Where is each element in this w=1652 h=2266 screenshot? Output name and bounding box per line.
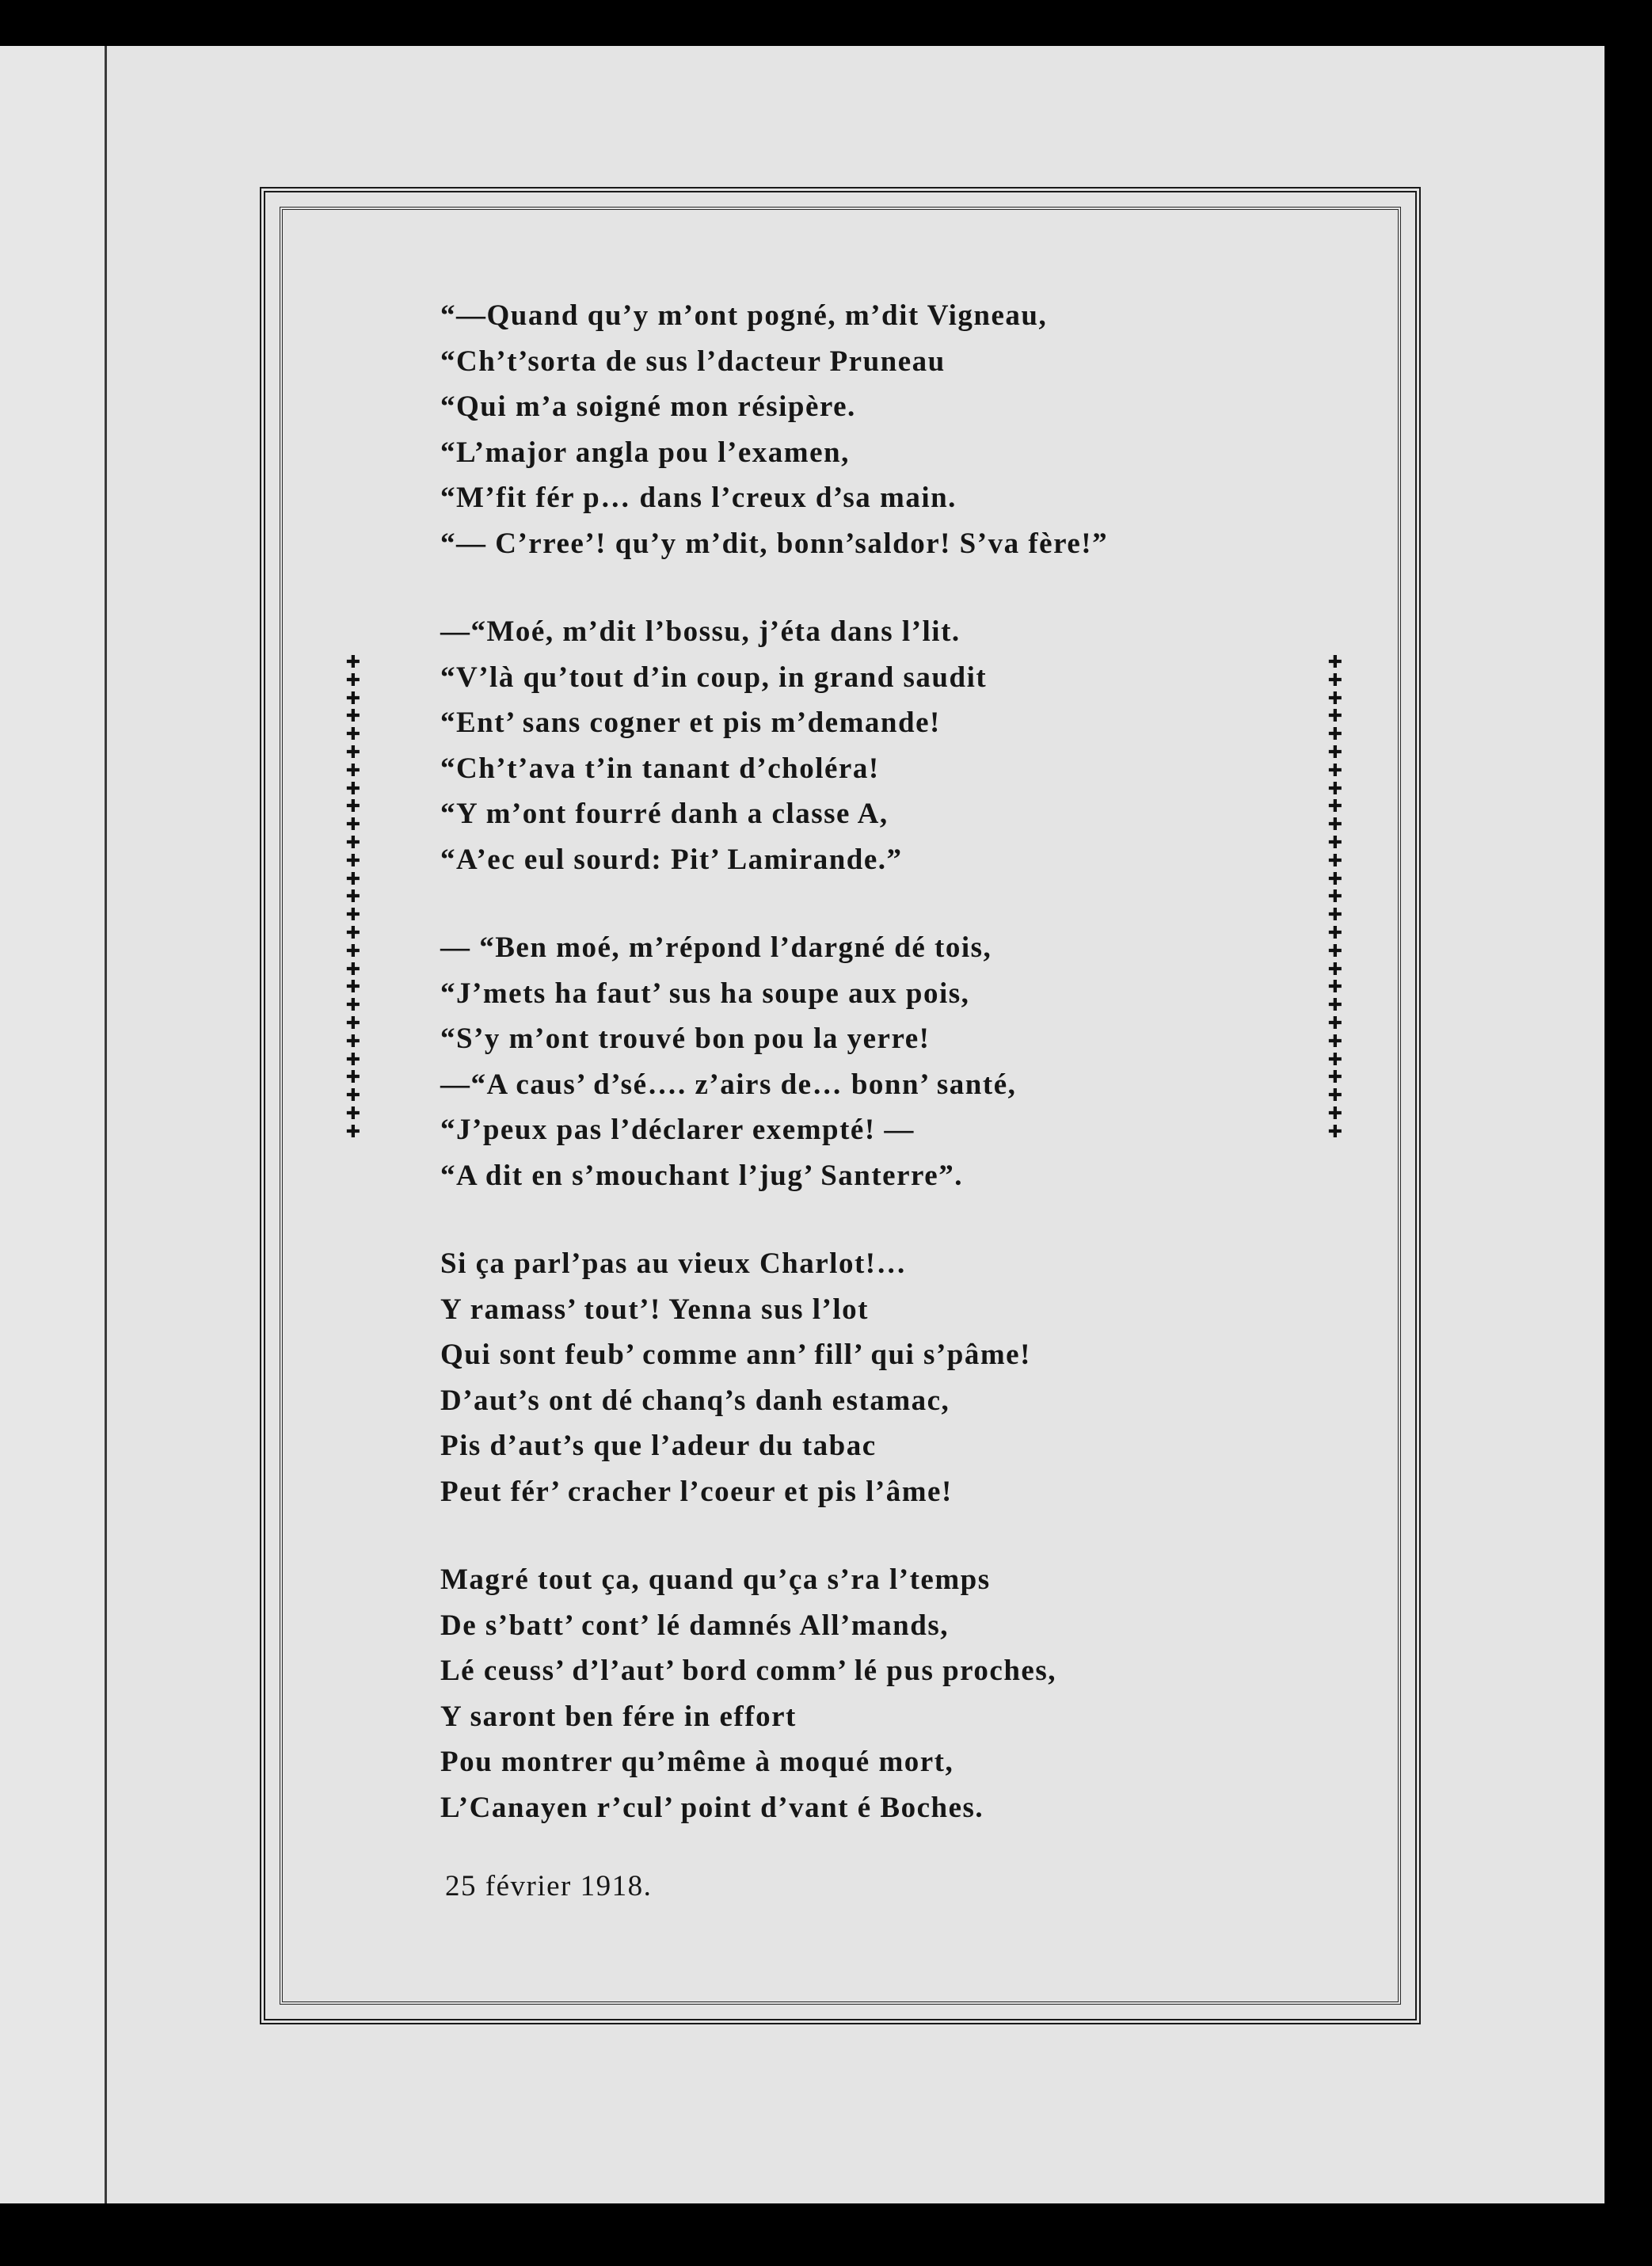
cross-ornament-icon: ✚ <box>1327 1086 1343 1106</box>
cross-ornament-icon: ✚ <box>1327 1122 1343 1142</box>
cross-ornament-icon: ✚ <box>1327 797 1343 817</box>
facing-page-edge <box>0 46 107 2203</box>
cross-ornament-icon: ✚ <box>1327 653 1343 672</box>
poem-line: Y saront ben fére in effort <box>440 1700 797 1733</box>
cross-ornament-icon: ✚ <box>345 869 361 889</box>
poem-line: “Y m’ont fourré danh a classe A, <box>440 798 889 830</box>
cross-ornament-icon: ✚ <box>345 977 361 998</box>
cross-ornament-icon: ✚ <box>345 742 361 763</box>
stanza <box>440 925 1153 1198</box>
cross-ornament-icon: ✚ <box>1327 869 1343 889</box>
cross-ornament-icon: ✚ <box>345 851 361 871</box>
cross-ornament-icon: ✚ <box>345 1103 361 1124</box>
stanza <box>440 609 1153 882</box>
cross-ornament-icon: ✚ <box>1327 688 1343 709</box>
cross-ornament-icon: ✚ <box>1327 923 1343 943</box>
poem-line: Pou montrer qu’même à moqué mort, <box>440 1746 954 1778</box>
poem-line: Pis d’aut’s que l’adeur du tabac <box>440 1430 877 1462</box>
cross-ornament-icon: ✚ <box>345 779 361 799</box>
cross-ornament-icon: ✚ <box>345 688 361 709</box>
poem-line: “Ch’t’ava t’in tanant d’choléra! <box>440 752 880 785</box>
cross-ornament-icon: ✚ <box>345 905 361 926</box>
cross-ornament-icon: ✚ <box>1327 1031 1343 1052</box>
poem-line: — “Ben moé, m’répond l’dargné dé tois, <box>440 931 992 964</box>
cross-ornament-icon: ✚ <box>345 815 361 836</box>
cross-ornament-icon: ✚ <box>345 996 361 1016</box>
cross-ornament-icon: ✚ <box>345 797 361 817</box>
poem-line: Magré tout ça, quand qu’ça s’ra l’temps <box>440 1563 991 1596</box>
cross-ornament-icon: ✚ <box>345 1049 361 1070</box>
cross-ornament-icon: ✚ <box>1327 851 1343 871</box>
cross-ornament-icon: ✚ <box>345 832 361 853</box>
cross-ornament-icon: ✚ <box>345 670 361 691</box>
cross-ornament-icon: ✚ <box>1327 779 1343 799</box>
cross-ornament-icon: ✚ <box>345 725 361 745</box>
cross-ornament-icon: ✚ <box>345 760 361 781</box>
cross-ornament-icon: ✚ <box>345 941 361 962</box>
poem-line: L’Canayen r’cul’ point d’vant é Boches. <box>440 1791 984 1824</box>
cross-ornament-icon: ✚ <box>1327 941 1343 962</box>
cross-ornament-icon: ✚ <box>345 887 361 908</box>
poem-date: 25 février 1918. <box>445 1870 653 1902</box>
poem-line: “A’ec eul sourd: Pit’ Lamirande.” <box>440 843 903 876</box>
cross-ornament-icon: ✚ <box>345 653 361 672</box>
cross-ornament-icon: ✚ <box>1327 977 1343 998</box>
stanza <box>440 1241 1153 1514</box>
stanza <box>440 293 1153 566</box>
cross-ornament-icon: ✚ <box>345 706 361 727</box>
poem-line: De s’batt’ cont’ lé damnés All’mands, <box>440 1609 949 1642</box>
cross-ornament-icon: ✚ <box>1327 996 1343 1016</box>
cross-ornament-icon: ✚ <box>345 1122 361 1142</box>
stanza <box>440 1557 1153 1830</box>
poem-line: Qui sont feub’ comme ann’ fill’ qui s’pâme! <box>440 1339 1031 1371</box>
cross-ornament-icon: ✚ <box>345 923 361 943</box>
poem-line: “L’major angla pou l’examen, <box>440 436 850 469</box>
cross-ornament-icon: ✚ <box>1327 760 1343 781</box>
poem-line: “V’là qu’tout d’in coup, in grand saudit <box>440 661 988 694</box>
cross-ornament-icon: ✚ <box>1327 1013 1343 1034</box>
cross-ornament-icon: ✚ <box>1327 905 1343 926</box>
poem-line: “J’peux pas l’déclarer exempté! — <box>440 1114 915 1146</box>
poem-line: Y ramass’ tout’! Yenna sus l’lot <box>440 1293 869 1326</box>
cross-ornament-icon: ✚ <box>345 1068 361 1088</box>
poem-line: Lé ceuss’ d’l’aut’ bord comm’ lé pus proches, <box>440 1655 1056 1687</box>
cross-ornament-icon: ✚ <box>1327 1103 1343 1124</box>
cross-ornament-icon: ✚ <box>1327 832 1343 853</box>
cross-ornament-icon: ✚ <box>345 1086 361 1106</box>
poem-line: “Ent’ sans cogner et pis m’demande! <box>440 706 941 739</box>
poem-line: “Ch’t’sorta de sus l’dacteur Pruneau <box>440 345 946 378</box>
poem-line: “A dit en s’mouchant l’jug’ Santerre”. <box>440 1159 963 1192</box>
poem-line: D’aut’s ont dé chanq’s danh estamac, <box>440 1384 950 1417</box>
cross-ornament-icon: ✚ <box>345 1013 361 1034</box>
poem-line: “S’y m’ont trouvé bon pou la yerre! <box>440 1023 931 1055</box>
cross-ornament-icon: ✚ <box>1327 725 1343 745</box>
poem-line: “—Quand qu’y m’ont pogné, m’dit Vigneau, <box>440 299 1048 332</box>
cross-ornament-icon: ✚ <box>345 1031 361 1052</box>
poem-line: Peut fér’ cracher l’coeur et pis l’âme! <box>440 1475 953 1508</box>
poem-body <box>440 293 1153 1873</box>
cross-ornament-icon: ✚ <box>1327 959 1343 980</box>
poem-line: —“Moé, m’dit l’bossu, j’éta dans l’lit. <box>440 615 961 648</box>
poem-line: “J’mets ha faut’ sus ha soupe aux pois, <box>440 977 970 1010</box>
poem-line: “Qui m’a soigné mon résipère. <box>440 390 856 423</box>
poem-line: —“A caus’ d’sé…. z’airs de… bonn’ santé, <box>440 1068 1017 1101</box>
poem-line: “M’fit fér p… dans l’creux d’sa main. <box>440 482 957 514</box>
left-ornament-column <box>342 654 364 1142</box>
cross-ornament-icon: ✚ <box>1327 815 1343 836</box>
cross-ornament-icon: ✚ <box>1327 1049 1343 1070</box>
poem-line: Si ça parl’pas au vieux Charlot!… <box>440 1247 908 1280</box>
cross-ornament-icon: ✚ <box>345 959 361 980</box>
cross-ornament-icon: ✚ <box>1327 706 1343 727</box>
cross-ornament-icon: ✚ <box>1327 1068 1343 1088</box>
cross-ornament-icon: ✚ <box>1327 887 1343 908</box>
poem-line: “— C’rree’! qu’y m’dit, bonn’saldor! S’va fère!” <box>440 527 1109 560</box>
cross-ornament-icon: ✚ <box>1327 670 1343 691</box>
cross-ornament-icon: ✚ <box>1327 742 1343 763</box>
right-ornament-column <box>1324 654 1346 1142</box>
